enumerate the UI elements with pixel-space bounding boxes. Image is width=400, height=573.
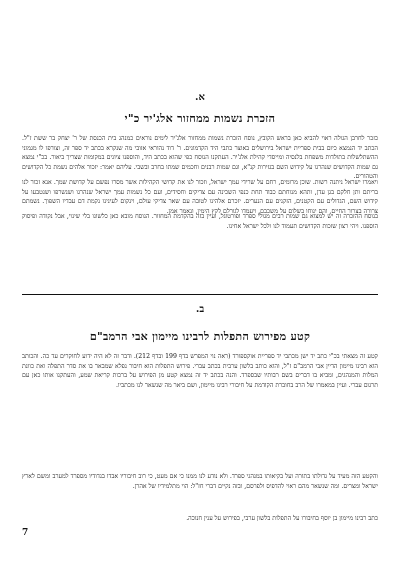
section-b-paragraph: קטע זה מצאתי בכ"י כתב יד ישן מכתבי יד ספריית אוקספורד (ראה נוי המפרש בדף 199 ובדף 212). ודבר זה לא היה ידוע לחוקרים עד כה. והכותב הוא רבינו מיימון הדיין אבי הרמב"ם ז"ל, והוא כותב בלשון ערבית בכתב עברי. פירוש התפלות הוא חיבור נפלא שמבאר בו את סדר התפלה ואת כוונת המלות והמנהגים, ומביא בו דברים בשם רבותיו שבספרד. והנה בכתב יד זה נמצא קטע מן הפירוש על ברכות קריאת שמע, והעתקנו אותו כאן עם תרגום עברי. ועיין במאמרו של הרב בחוברת הקודמת על חיבורי רבינו מיימון, ושם ביאר מה שנשאר לנו מכתביו. — [22, 353, 378, 389]
section-b-paragraph: והקטע הזה מעיד על גדולתו בתורה ועל בקיאותו במנהגי ספרד. ולא נודע לנו ממנו כי אם מעט, כי רוב חיבוריו אבדו בנדודיו מספרד למערב ומשם לארץ ישראל ומצרים. ומה שנשאר מהם ראוי להדפיס ולפרסם, ובזה נקיים דברי חז"ל: הוי מתלמידיו של אהרן. — [22, 473, 378, 490]
section-b-title: קטע מפירוש התפלות לרבינו מיימון אבי הרמב"ם — [89, 330, 311, 343]
page-number: 7 — [22, 528, 29, 538]
section-b-paragraph: כתב רבינו מיימון בן יוסף בחיבורו על התפלות בלשון ערבי, בפירוש על ענין חנוכה. — [186, 515, 378, 522]
section-a-letter: א. — [195, 92, 205, 103]
section-a-paragraph: בנוסח ההזכרה זה יש למצוא גם שמות רבים מגולי ספרד ופורטוגל, ועיין בזה בהקדמת המחזור. הנוסח מובא כאן כלשונו בלי שינוי, אבל נקודה ופיסוק הוספנו. ויהי רצון שזכות הקדושים תעמוד לנו ולכל ישראל אחינו. — [22, 213, 378, 230]
section-a-title: הזכרת נשמות ממחזור אלג'יר כ"י — [124, 112, 276, 125]
section-a-paragraph: כזכר לחרבן הגולה ראוי להביא כאן בראש הקובץ, נוסח הזכרת נשמות ממחזור אלג'יר לימים נוראים כמנהג בית הכנסת של ר' יצחק בר ששת ז"ל. הכתב יד הנמצא כיום בבית ספריית ישראל בירושלים באוצר כתבי היד הקדמונים. ר' דוד נהוראי אזובי מה שנקרא בכתב יד ספר זה, וצורפו לו מגמוני ההשתלשלות בתולדות משפחת בלנסיה ומייסדי קהילת אלג'יר. העתקנו הנוסח כפי שהוא בכתב היד, והוספנו ציונים במקומות שצריך ביאור. בכ"י נמצא גם שמות הקדושים שנהרגו על קידוש השם בגזירות קנ"א, וגם שמות רבנים וחכמים שמתו בחרב ובשבי. עליהם יאמר: יזכור אלהים נשמת כל הקדושים והטהורים. — [22, 135, 378, 181]
section-b-letter: ב. — [195, 304, 205, 315]
section-divider — [22, 294, 378, 295]
section-a-paragraph: ויאמרו ישראל ניתנה רשות. שוכן מרומים, רחם על שרידי עמך ישראל, וזכור לנו את קדושי הקהילות אשר מסרו נפשם על קדושת שמך. אנא זכור לנו בריתם ותן חלקם בגן עדן, ותהא מנוחתם כבוד תחת כנפי השכינה עם צדיקים וחסידים, ועם כל נשמות עמך ישראל שנהרגו ושנשרפו ושנטבעו על קידוש השם, הגדולים עם הקטנים, הזקנים עם הנערים. יזכרם אלהינו לטובה עם שאר צדיקי עולם, וינקום לעינינו נקמת דם עבדיו השפוך. נשמתם צרורה בצרור החיים, והם ינוחו בשלום על משכבם, ויעמדו לגורלם לקץ הימין, ונאמר אמן. — [22, 179, 378, 215]
